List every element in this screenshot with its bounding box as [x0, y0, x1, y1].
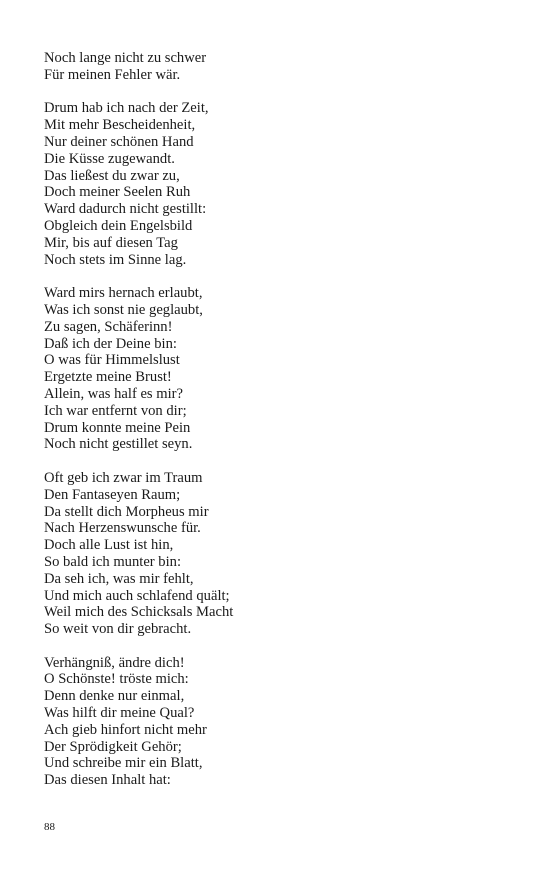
poem-line: O was für Himmelslust — [44, 352, 180, 369]
poem-line: Nur deiner schönen Hand — [44, 133, 194, 150]
poem-line: Ich war entfernt von dir; — [44, 402, 187, 419]
poem-line: Was ich sonst nie geglaubt, — [44, 301, 203, 318]
poem-line: Ward dadurch nicht gestillt: — [44, 201, 207, 218]
poem-line: Noch lange nicht zu schwer — [44, 50, 207, 66]
poem-line: Doch alle Lust ist hin, — [44, 537, 174, 554]
poem-line: Verhängniß, ändre dich! — [44, 654, 185, 671]
stanza-2 — [44, 100, 514, 268]
poem-line: So bald ich munter bin: — [44, 553, 182, 570]
poem-line: Das diesen Inhalt hat: — [44, 772, 171, 789]
poem-line: Drum hab ich nach der Zeit, — [44, 100, 209, 117]
poem-line: Für meinen Fehler wär. — [44, 66, 181, 83]
poem-line: Weil mich des Schicksals Macht — [44, 604, 234, 621]
poem-line: Denn denke nur einmal, — [44, 688, 185, 705]
poem-line: Nach Herzenswunsche für. — [44, 520, 201, 537]
poem-line: Und mich auch schlafend quält; — [44, 587, 230, 604]
poem-line: Da stellt dich Morpheus mir — [44, 503, 209, 520]
stanza-3 — [44, 285, 514, 453]
poem-line: Allein, was half es mir? — [44, 385, 184, 402]
poem-line: O Schönste! tröste mich: — [44, 671, 189, 688]
poem-line: Was hilft dir meine Qual? — [44, 705, 195, 722]
poem-line: Den Fantaseyen Raum; — [44, 486, 181, 503]
poem-line: Das ließest du zwar zu, — [44, 167, 180, 184]
poem-line: Ergetzte meine Brust! — [44, 369, 172, 386]
poem-line: Noch stets im Sinne lag. — [44, 251, 187, 268]
poem-line: Zu sagen, Schäferinn! — [44, 318, 173, 335]
poem-line: Ach gieb hinfort nicht mehr — [44, 721, 207, 738]
poem-line: So weit von dir gebracht. — [44, 621, 192, 638]
stanza-5 — [44, 655, 514, 789]
poem-line: Der Sprödigkeit Gehör; — [44, 738, 182, 755]
page-number: 88 — [44, 821, 55, 833]
poem-line: Oft geb ich zwar im Traum — [44, 469, 203, 486]
poem-line: Mir, bis auf diesen Tag — [44, 234, 178, 251]
poem-text — [44, 50, 514, 806]
poem-line: Daß ich der Deine bin: — [44, 335, 177, 352]
stanza-1 — [44, 50, 514, 84]
poem-line: Die Küsse zugewandt. — [44, 150, 175, 167]
poem-line: Da seh ich, was mir fehlt, — [44, 570, 194, 587]
poem-line: Ward mirs hernach erlaubt, — [44, 285, 203, 302]
poem-line: Und schreibe mir ein Blatt, — [44, 755, 203, 772]
stanza-4 — [44, 470, 514, 638]
poem-line: Noch nicht gestillet seyn. — [44, 436, 193, 453]
poem-line: Obgleich dein Engelsbild — [44, 217, 193, 234]
poem-line: Drum konnte meine Pein — [44, 419, 191, 436]
poem-line: Doch meiner Seelen Ruh — [44, 184, 191, 201]
poem-line: Mit mehr Bescheidenheit, — [44, 117, 196, 134]
